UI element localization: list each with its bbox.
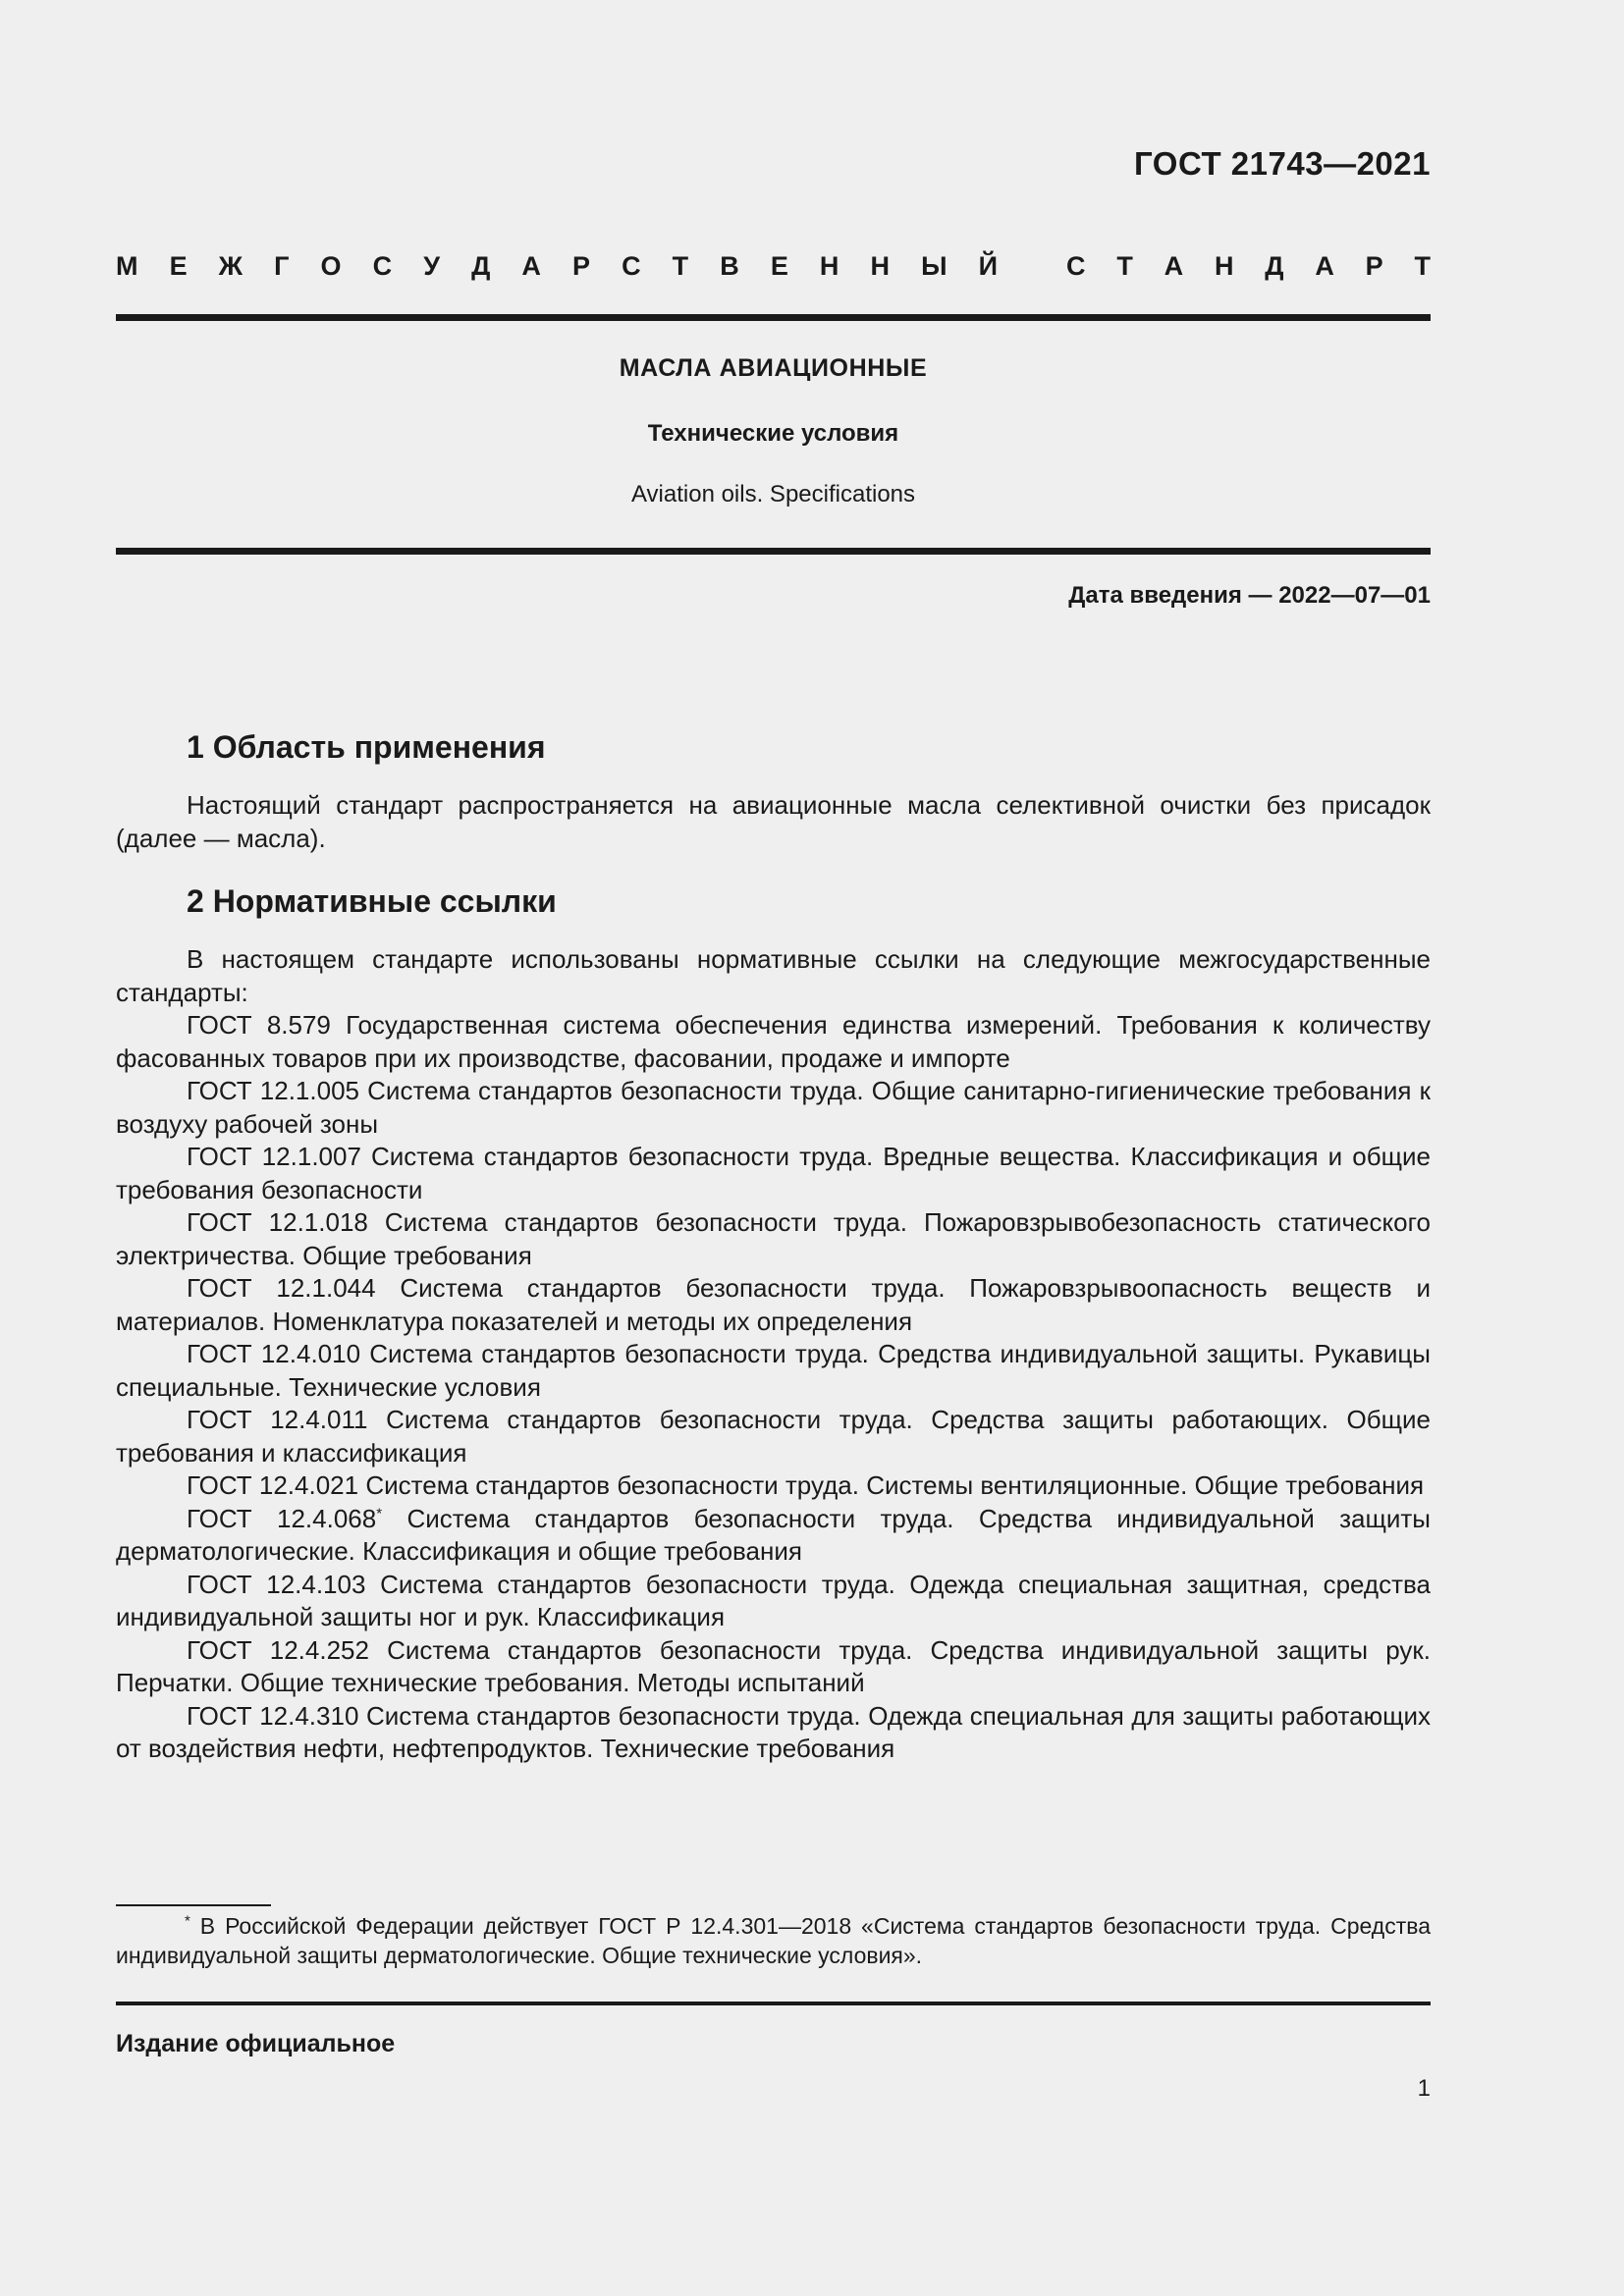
- footnote-divider: [116, 1904, 271, 1906]
- banner-letter: В: [720, 251, 739, 281]
- reference-title: Система стандартов безопасности труда. Пожаровзрывобезопасность статического электричества. Общие требования: [116, 1207, 1432, 1270]
- banner-letter: Р: [572, 251, 591, 281]
- reference-title: Система стандартов безопасности труда. Средства индивидуальной защиты рук. Перчатки. Общие технические требования. Методы испытаний: [116, 1634, 1431, 1697]
- section-1-heading: 1 Область применения: [187, 729, 546, 765]
- reference-item: [116, 1569, 1431, 1634]
- reference-item: [116, 1206, 1431, 1272]
- reference-title: Система стандартов безопасности труда. Средства индивидуальной защиты. Рукавицы специальные. Технические условия: [116, 1339, 1431, 1402]
- footnote-mark: *: [185, 1912, 190, 1930]
- reference-code: ГОСТ 12.4.103: [187, 1569, 366, 1599]
- reference-item: [116, 1141, 1431, 1206]
- introduction-date: Дата введения — 2022—07—01: [1068, 582, 1431, 609]
- top-divider: [116, 314, 1431, 321]
- reference-title: Система стандартов безопасности труда. Системы вентиляционные. Общие требования: [365, 1470, 1425, 1500]
- reference-code: ГОСТ 12.4.021: [187, 1470, 359, 1500]
- reference-title: Система стандартов безопасности труда. Вредные вещества. Классификация и общие требования безопасности: [116, 1142, 1431, 1204]
- reference-title: Система стандартов безопасности труда. Средства защиты работающих. Общие требования и классификация: [116, 1405, 1431, 1468]
- reference-code: ГОСТ 12.4.310: [187, 1700, 359, 1731]
- reference-title: Система стандартов безопасности труда. Средства индивидуальной защиты дерматологические. Классификация и общие требования: [116, 1503, 1431, 1566]
- reference-item: [116, 1075, 1431, 1141]
- reference-item: [116, 1469, 1431, 1503]
- document-subtitle-english: Aviation oils. Specifications: [630, 481, 916, 507]
- reference-title: Система стандартов безопасности труда. Одежда специальная для защиты работающих от воздействия нефти, нефтепродуктов. Технические требования: [116, 1700, 1431, 1763]
- banner-letter: С: [1066, 251, 1086, 281]
- reference-item: [116, 1272, 1431, 1338]
- footnote-reference-mark: *: [376, 1504, 383, 1522]
- banner-letter: Ы: [921, 251, 947, 281]
- banner-letter: М: [116, 251, 138, 281]
- banner-letter: Н: [870, 251, 890, 281]
- banner-letter: Й: [978, 251, 998, 281]
- banner-letter: Т: [672, 251, 689, 281]
- reference-code: ГОСТ 12.1.044: [187, 1273, 376, 1303]
- section-2-heading: 2 Нормативные ссылки: [187, 883, 557, 919]
- reference-code: ГОСТ 12.1.005: [187, 1076, 359, 1105]
- edition-label: Издание официальное: [116, 2030, 396, 2057]
- section-1-text: Настоящий стандарт распространяется на авиационные масла селективной очистки без присадок (далее — масла).: [116, 790, 1431, 853]
- document-title: МАСЛА АВИАЦИОННЫЕ: [619, 354, 928, 382]
- reference-code: ГОСТ 12.1.007: [187, 1142, 361, 1171]
- banner-word-interstate: [116, 251, 998, 282]
- banner-letter: Е: [169, 251, 188, 281]
- banner-letter: А: [521, 251, 541, 281]
- reference-item: [116, 1009, 1431, 1075]
- footnote-text: В Российской Федерации действует ГОСТ Р 12.4.301—2018 «Система стандартов безопасности труда. Средства индивидуальной защиты дерматологические. Общие технические условия».: [116, 1913, 1431, 1968]
- document-number: ГОСТ 21743—2021: [1134, 145, 1431, 182]
- section-2-intro: В настоящем стандарте использованы нормативные ссылки на следующие межгосударственные стандарты:: [116, 944, 1431, 1007]
- reference-item: [116, 1338, 1431, 1404]
- banner-letter: Р: [1365, 251, 1383, 281]
- banner-letter: О: [320, 251, 342, 281]
- banner-word-standard: [1066, 251, 1431, 282]
- banner-letter: Ж: [218, 251, 244, 281]
- reference-title: Система стандартов безопасности труда. Одежда специальная защитная, средства индивидуальной защиты ног и рук. Классификация: [116, 1569, 1431, 1631]
- footnote: [116, 1911, 1431, 1970]
- banner-letter: А: [1315, 251, 1334, 281]
- banner-letter: С: [372, 251, 393, 281]
- reference-item: [116, 1634, 1431, 1700]
- banner-letter: Д: [471, 251, 491, 281]
- reference-item: [116, 1404, 1431, 1469]
- standard-banner: [116, 251, 1431, 282]
- reference-code: ГОСТ 12.4.010: [187, 1339, 361, 1368]
- document-body: [116, 722, 1431, 1766]
- banner-letter: А: [1164, 251, 1184, 281]
- banner-letter: Т: [1116, 251, 1133, 281]
- document-subtitle: Технические условия: [647, 420, 899, 447]
- reference-code: ГОСТ 12.4.068: [187, 1503, 377, 1533]
- banner-letter: Н: [819, 251, 839, 281]
- reference-list: [116, 1009, 1431, 1766]
- reference-code: ГОСТ 12.1.018: [187, 1207, 368, 1237]
- reference-title: Государственная система обеспечения единства измерений. Требования к количеству фасованных товаров при их производстве, фасовании, продаже и импорте: [116, 1010, 1431, 1073]
- banner-letter: Г: [274, 251, 290, 281]
- banner-letter: Т: [1414, 251, 1431, 281]
- banner-letter: У: [423, 251, 441, 281]
- banner-letter: Д: [1265, 251, 1284, 281]
- reference-title: Система стандартов безопасности труда. Пожаровзрывоопасность веществ и материалов. Номенклатура показателей и методы их определения: [116, 1273, 1431, 1336]
- banner-letter: Е: [770, 251, 788, 281]
- banner-letter: С: [622, 251, 641, 281]
- bottom-divider: [116, 2002, 1431, 2005]
- banner-letter: Н: [1214, 251, 1234, 281]
- reference-item: [116, 1503, 1431, 1569]
- reference-item: [116, 1700, 1431, 1766]
- title-divider: [116, 548, 1431, 555]
- reference-code: ГОСТ 8.579: [187, 1010, 331, 1040]
- reference-code: ГОСТ 12.4.011: [187, 1405, 368, 1434]
- reference-title: Система стандартов безопасности труда. Общие санитарно-гигиенические требования к воздуху рабочей зоны: [116, 1076, 1431, 1139]
- reference-code: ГОСТ 12.4.252: [187, 1634, 369, 1665]
- page-number: 1: [1417, 2075, 1431, 2102]
